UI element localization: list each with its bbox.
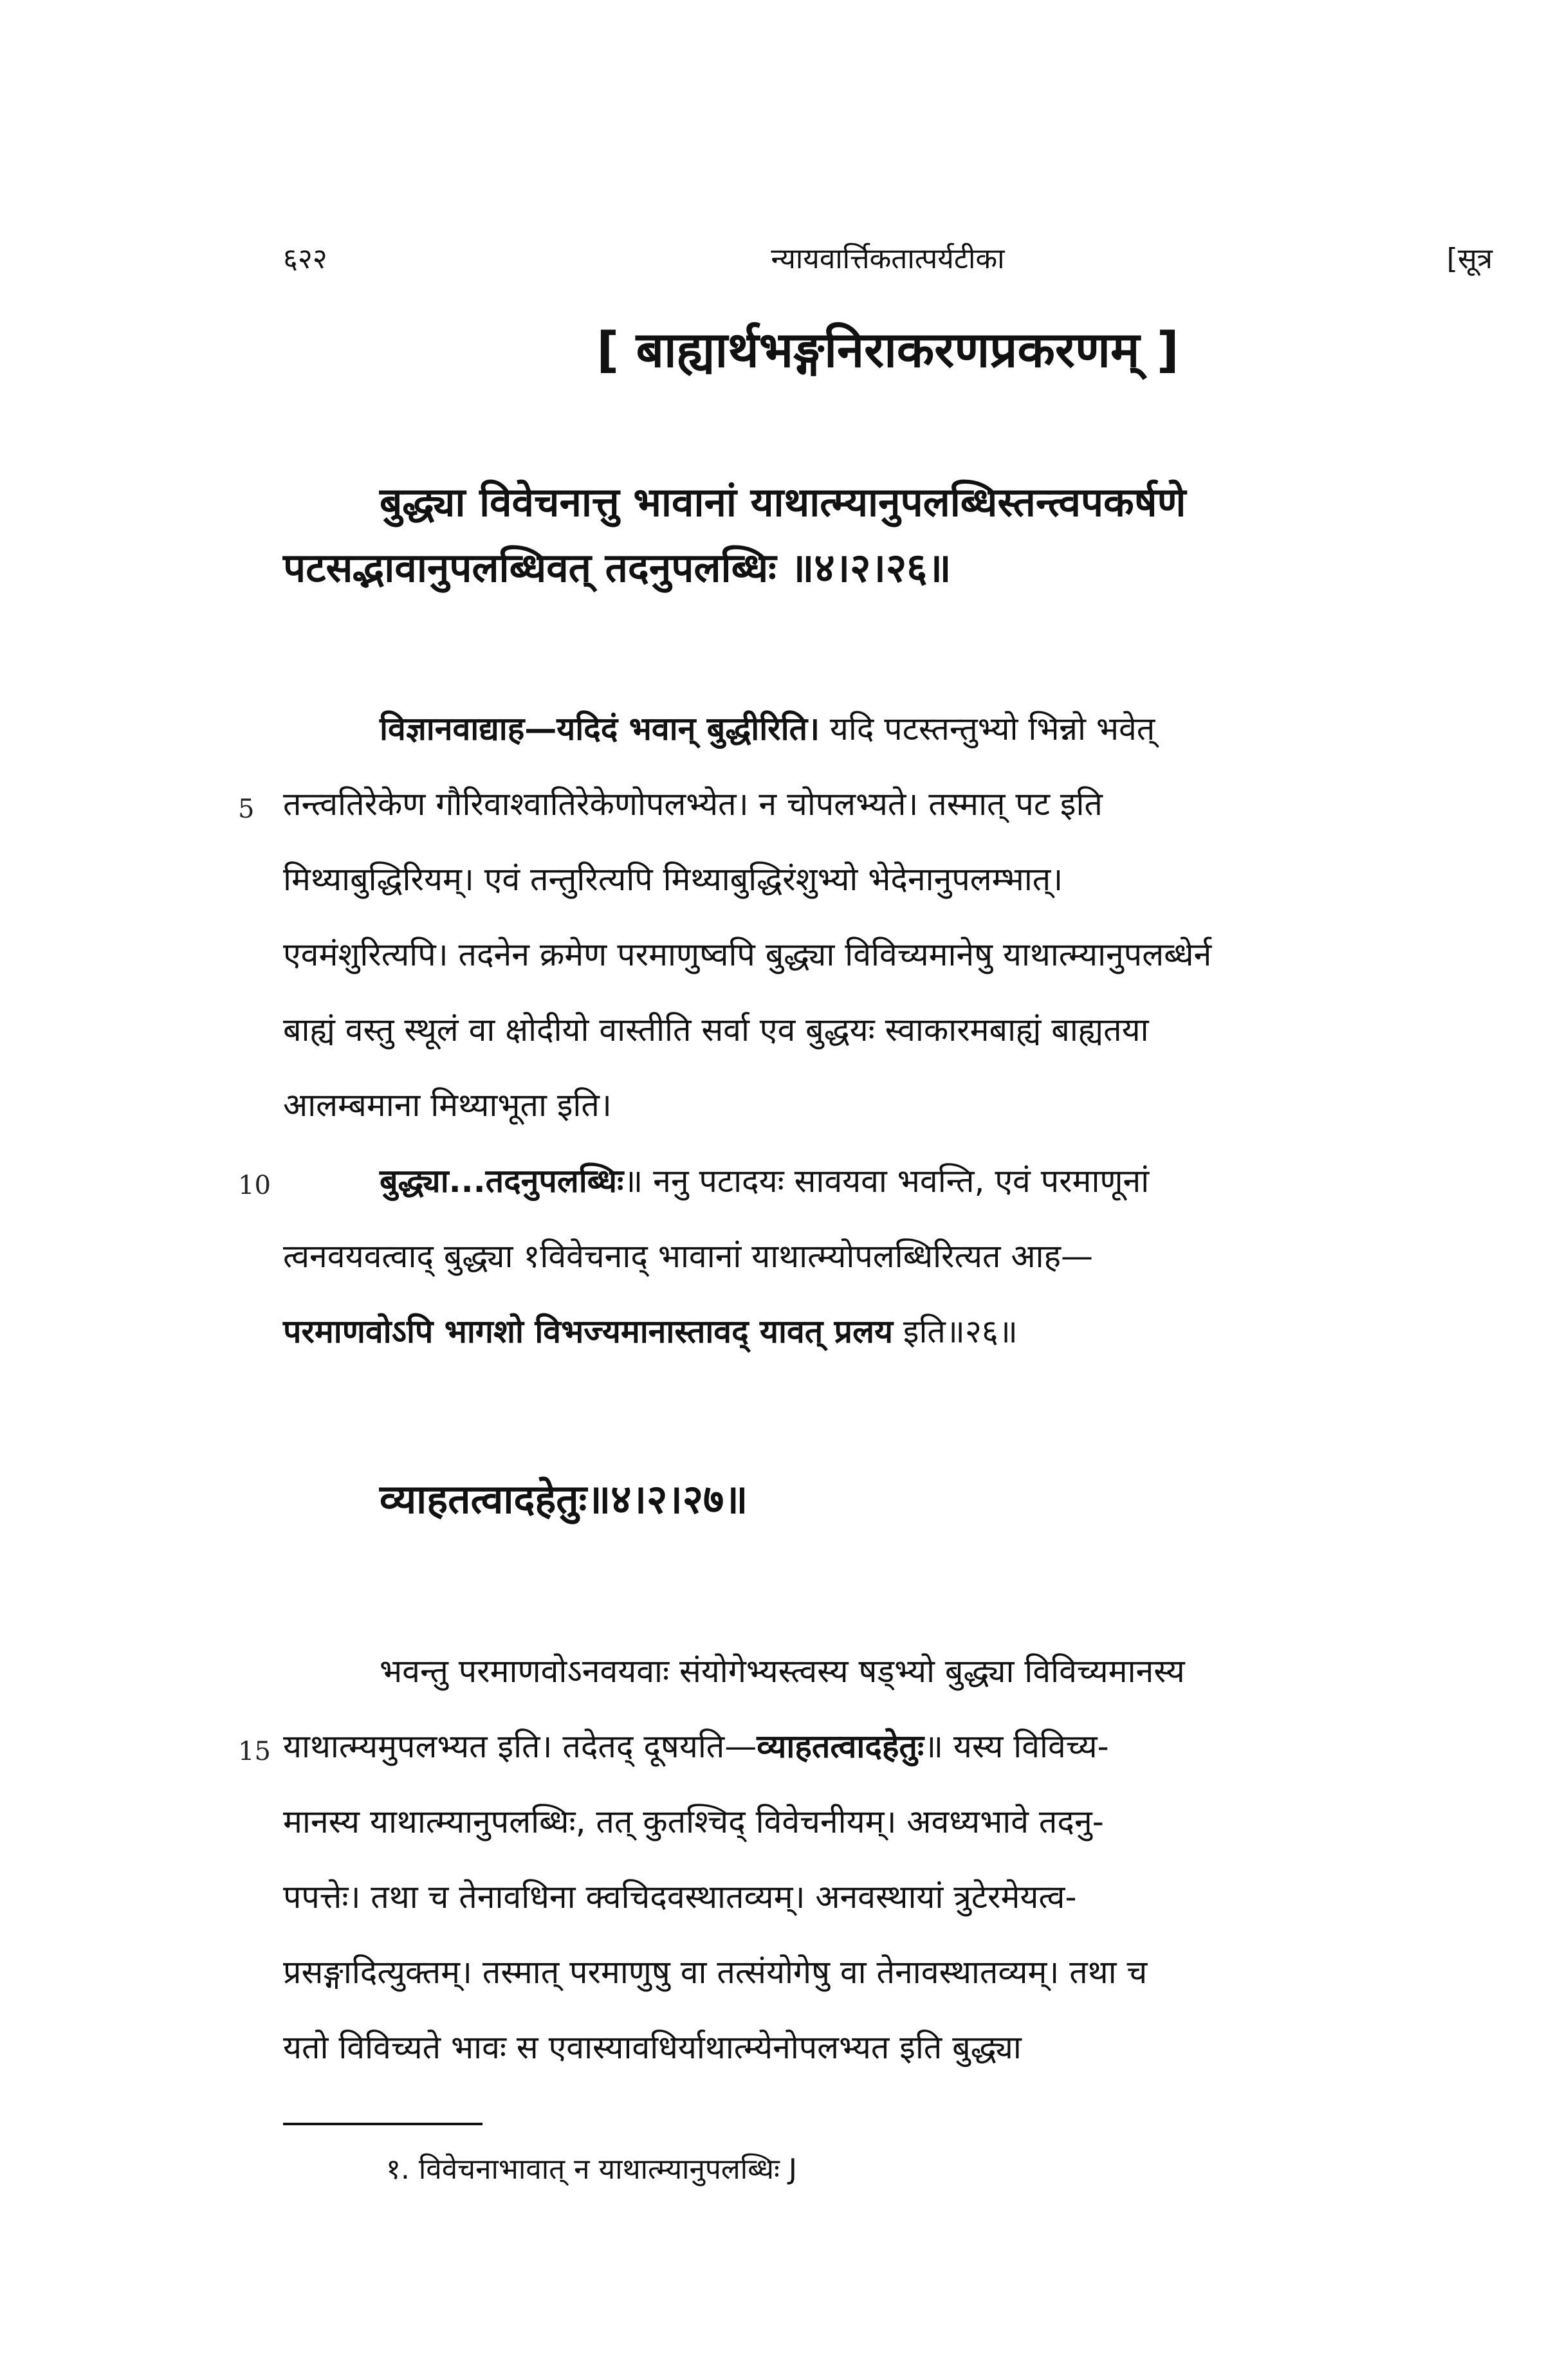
commentary-3-line-6: यतो विविच्यते भावः स एवास्यावधिर्याथात्म्येनोपलभ्यत इति बुद्ध्या	[283, 2029, 1022, 2066]
commentary-2-line-1	[283, 1144, 1493, 1219]
commentary-paragraph-3	[283, 1634, 1493, 2085]
commentary-1-line-5: बाह्यं वस्तु स्थूलं वा क्षोदीयो वास्तीति सर्वा एव बुद्धयः स्वाकारमबाह्यं बाह्यतया	[283, 1011, 1149, 1048]
commentary-1-line-1	[283, 691, 1493, 767]
sutra-26-line-2: पटसद्भावानुपलब्धिवत् तदनुपलब्धिः ॥४।२।२६॥	[283, 544, 951, 591]
commentary-2-line-3	[283, 1294, 1493, 1369]
commentary-1-line-6: आलम्बमाना मिथ्याभूता इति।	[283, 1086, 612, 1124]
commentary-3-line-1: भवन्तु परमाणवोऽनवयवाः संयोगेभ्यस्त्वस्य षड्भ्यो बुद्ध्या विविच्यमानस्य	[380, 1652, 1185, 1690]
commentary-3-line-2-b: ॥ यस्य विविच्य-	[924, 1728, 1109, 1765]
commentary-3-line-3: मानस्य याथात्म्यानुपलब्धिः, तत् कुतश्चिद् विवेचनीयम्। अवध्यभावे तदनु-	[283, 1803, 1104, 1840]
commentary-3-line-2	[283, 1709, 1493, 1784]
commentary-1-lemma: विज्ञानवाद्याह—यदिदं भवान् बुद्धीरिति।	[380, 710, 820, 747]
running-title: न्यायवार्त्तिकतात्पर्यटीका	[771, 243, 1005, 275]
commentary-2-line-1-text: ॥ ननु पटादयः सावयवा भवन्ति, एवं परमाणूनां	[623, 1162, 1150, 1200]
section-marker: [सूत्र	[1446, 243, 1493, 275]
page-number: ६२२	[283, 243, 327, 275]
commentary-paragraph-2	[283, 1144, 1493, 1369]
line-number-5: 5	[238, 794, 255, 824]
commentary-3-line-4: पपत्तेः। तथा च तेनावधिना क्वचिदवस्थातव्यम्। अनवस्थायां त्रुटेरमेयत्व-	[283, 1878, 1077, 1916]
footnote: १. विवेचनाभावात् न याथात्म्यानुपलब्धिः J	[386, 2153, 797, 2186]
sutra-27-line: व्याहतत्वादहेतुः॥४।२।२७॥	[380, 1476, 748, 1523]
line-number-15: 15	[238, 1737, 271, 1766]
commentary-2-lemma: बुद्ध्या...तदनुपलब्धिः	[380, 1162, 624, 1200]
commentary-paragraph-1	[283, 691, 1493, 1143]
commentary-1-line-1-text: यदि पटस्तन्तुभ्यो भिन्नो भवेत्	[820, 710, 1155, 747]
commentary-1-line-4: एवमंशुरित्यपि। तदनेन क्रमेण परमाणुष्वपि बुद्ध्या विविच्यमानेषु याथात्म्यानुपलब्धेर्न	[283, 936, 1212, 973]
commentary-2-line-3-text: इति॥२६॥	[893, 1313, 1018, 1350]
commentary-1-line-3: मिथ्याबुद्धिरियम्। एवं तन्तुरित्यपि मिथ्याबुद्धिरंशुभ्यो भेदेनानुपलम्भात्।	[283, 861, 1063, 898]
footnote-rule	[283, 2123, 482, 2125]
running-header	[283, 238, 1493, 277]
commentary-1-line-2: तन्त्वतिरेकेण गौरिवाश्वातिरेकेणोपलभ्येत। न चोपलभ्यते। तस्मात् पट इति	[283, 785, 1103, 823]
commentary-2-quote: परमाणवोऽपि भागशो विभज्यमानास्तावद् यावत् प्रलय	[283, 1313, 894, 1350]
commentary-3-line-2-a: याथात्म्यमुपलभ्यत इति। तदेतद् दूषयति—	[283, 1728, 757, 1765]
section-heading: [ बाह्यार्थभङ्गनिराकरणप्रकरणम् ]	[596, 321, 1179, 378]
sutra-27	[283, 1467, 1493, 1532]
commentary-3-lemma: व्याहतत्वादहेतुः	[757, 1728, 924, 1765]
sutra-26	[283, 470, 1493, 601]
commentary-3-line-5: प्रसङ्गादित्युक्तम्। तस्मात् परमाणुषु वा तत्संयोगेषु वा तेनावस्थातव्यम्। तथा च	[283, 1954, 1148, 1991]
line-number-10: 10	[238, 1171, 271, 1200]
commentary-2-line-2: त्वनवयवत्वाद् बुद्ध्या १विवेचनाद् भावानां याथात्म्योपलब्धिरित्यत आह—	[283, 1238, 1094, 1275]
sutra-26-line-1: बुद्ध्या विवेचनात्तु भावानां याथात्म्यानुपलब्धिस्तन्त्वपकर्षणे	[380, 479, 1186, 526]
